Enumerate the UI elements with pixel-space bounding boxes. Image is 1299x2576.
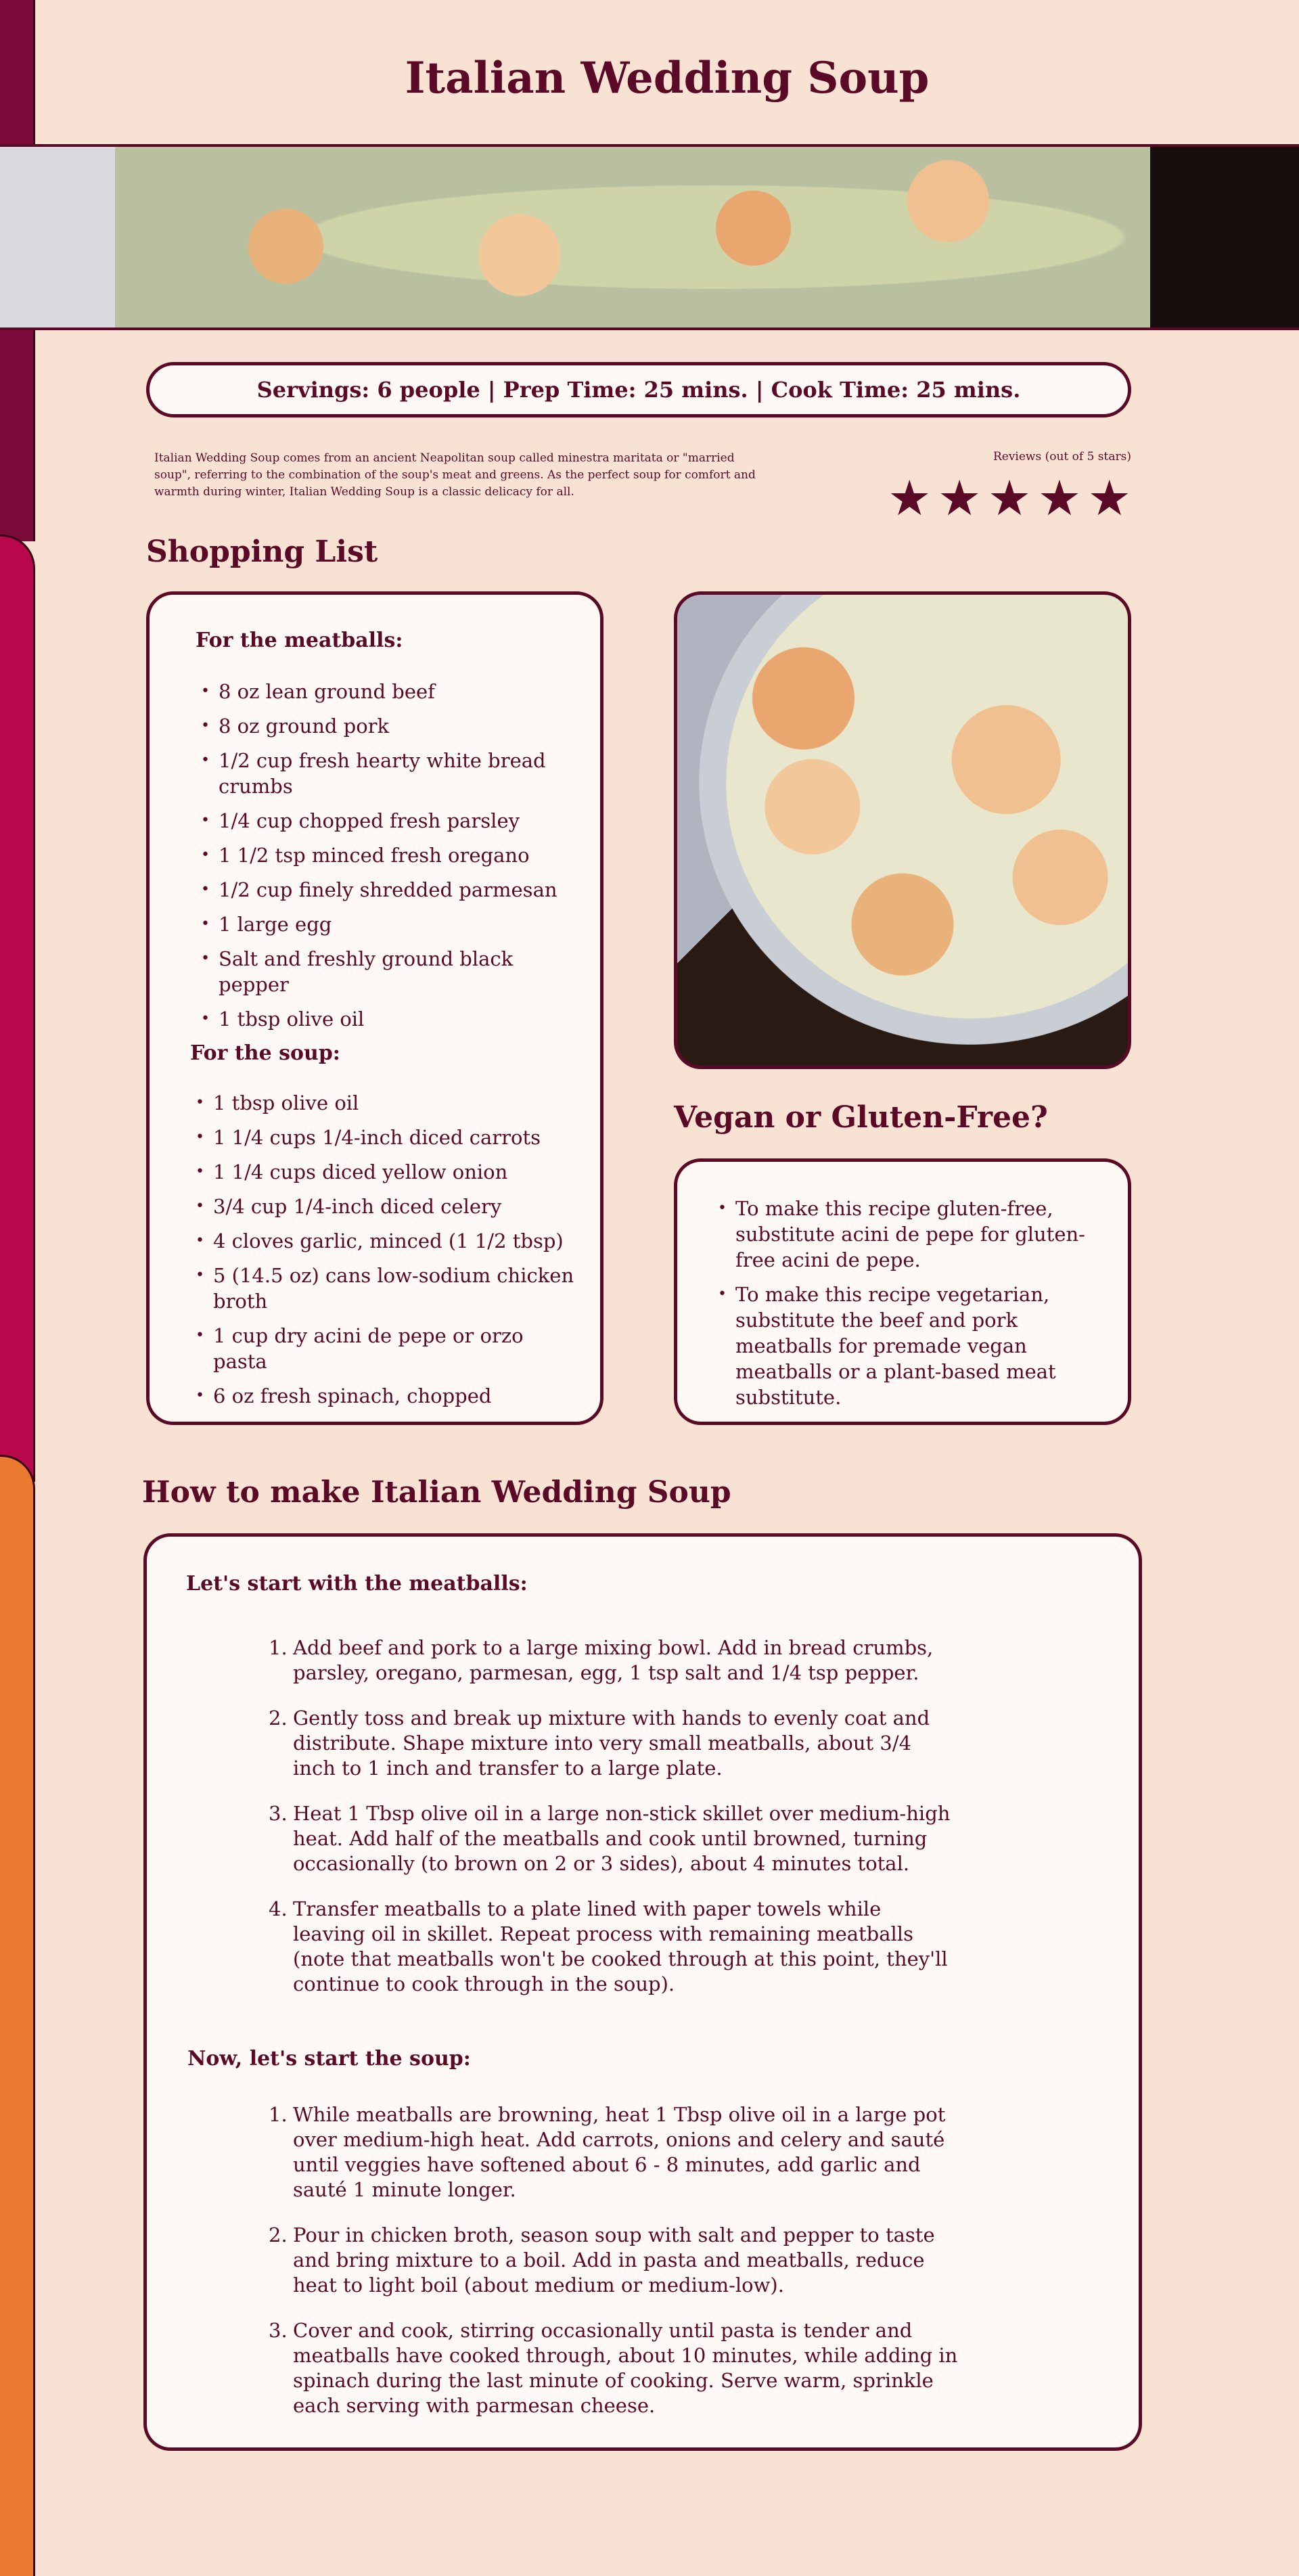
ingredient-item: • 1 1/2 tsp minced fresh oregano <box>196 842 574 868</box>
meatballs-ingredients-heading: For the meatballs: <box>196 629 403 652</box>
instruction-step <box>269 1635 959 1686</box>
ingredient-item: • 1/2 cup finely shredded parmesan <box>196 877 574 903</box>
shopping-list-card <box>146 591 603 1425</box>
step-number: 2. <box>269 2223 288 2246</box>
vegan-card <box>674 1158 1131 1425</box>
ingredient-item: • 1 1/4 cups diced yellow onion <box>190 1159 576 1185</box>
meatballs-ingredient-list <box>196 679 574 1041</box>
shopping-list-heading: Shopping List <box>146 535 378 569</box>
ingredient-item: • 1 tbsp olive oil <box>196 1006 574 1032</box>
ingredient-item: • 1 large egg <box>196 911 574 937</box>
instruction-step <box>269 2223 959 2298</box>
star-icon[interactable]: ★ <box>1037 470 1082 526</box>
vegan-heading: Vegan or Gluten-Free? <box>674 1100 1048 1135</box>
reviews-label: Reviews (out of 5 stars) <box>993 450 1131 464</box>
soup-ingredient-list <box>190 1090 576 1418</box>
ingredient-item: • 8 oz lean ground beef <box>196 679 574 704</box>
meatballs-steps-heading: Let's start with the meatballs: <box>186 1572 528 1596</box>
step-number: 3. <box>269 2319 288 2342</box>
side-stripe-middle <box>0 535 35 1482</box>
ingredient-item: • 6 oz fresh spinach, chopped <box>190 1383 576 1409</box>
vegan-tip-item: • To make this recipe vegetarian, substitute the beef and pork meatballs for premade vegan meatballs or a plant-based meat substitute. <box>712 1282 1105 1410</box>
soup-bowl-photo <box>674 591 1131 1069</box>
ingredient-item: • 1 tbsp olive oil <box>190 1090 576 1116</box>
ingredient-item: • Salt and freshly ground black pepper <box>196 946 574 997</box>
ingredient-item: • 4 cloves garlic, minced (1 1/2 tbsp) <box>190 1228 576 1254</box>
soup-banner-image <box>0 144 1299 330</box>
vegan-tips-list <box>712 1196 1105 1419</box>
step-number: 1. <box>269 2103 288 2126</box>
instruction-step <box>269 2102 959 2202</box>
star-icon[interactable]: ★ <box>888 470 932 526</box>
instruction-step <box>269 2318 959 2418</box>
ingredient-item: • 5 (14.5 oz) cans low-sodium chicken broth <box>190 1263 576 1314</box>
step-text: Add beef and pork to a large mixing bowl. Add in bread crumbs, parsley, oregano, parmesan, egg, 1 tsp salt and 1/4 tsp pepper. <box>293 1636 934 1684</box>
step-number: 2. <box>269 1707 288 1730</box>
howto-heading: How to make Italian Wedding Soup <box>142 1475 731 1510</box>
soup-steps-heading: Now, let's start the soup: <box>187 2047 471 2071</box>
side-stripe-bottom <box>0 1455 35 2576</box>
star-icon[interactable]: ★ <box>987 470 1032 526</box>
page-title: Italian Wedding Soup <box>405 53 930 104</box>
step-text: Gently toss and break up mixture with hands to evenly coat and distribute. Shape mixture into very small meatballs, about 3/4 inch to 1 inch and transfer to a large plate. <box>293 1707 930 1780</box>
ingredient-item: • 1/2 cup fresh hearty white bread crumbs <box>196 748 574 799</box>
step-number: 3. <box>269 1802 288 1825</box>
instruction-step <box>269 1706 959 1781</box>
ingredient-item: • 8 oz ground pork <box>196 713 574 739</box>
meatballs-steps-list <box>269 1635 959 2017</box>
ingredient-item: • 3/4 cup 1/4-inch diced celery <box>190 1194 576 1219</box>
instruction-step <box>269 1801 959 1876</box>
star-icon[interactable]: ★ <box>1087 470 1131 526</box>
step-text: Transfer meatballs to a plate lined with paper towels while leaving oil in skillet. Repeat process with remaining meatballs (note that meatballs won't be cooked through at this point, they'll continue to cook through in the soup). <box>293 1897 948 1995</box>
instructions-card <box>143 1533 1142 2451</box>
star-icon[interactable]: ★ <box>937 470 982 526</box>
step-number: 4. <box>269 1897 288 1920</box>
ingredient-item: • 1 cup dry acini de pepe or orzo pasta <box>190 1323 576 1374</box>
instruction-step <box>269 1897 959 1997</box>
recipe-info-bar: Servings: 6 people | Prep Time: 25 mins. | Cook Time: 25 mins. <box>146 362 1131 417</box>
step-text: Cover and cook, stirring occasionally until pasta is tender and meatballs have cooked through, about 10 minutes, while adding in spinach during the last minute of cooking. Serve warm, sprinkle each serving with parmesan cheese. <box>293 2319 958 2417</box>
step-text: While meatballs are browning, heat 1 Tbsp olive oil in a large pot over medium-high heat. Add carrots, onions and celery and sauté until veggies have softened about 6 - 8 minutes, add garlic and sauté 1 minute longer. <box>293 2103 946 2201</box>
soup-steps-list <box>269 2102 959 2439</box>
step-text: Pour in chicken broth, season soup with salt and pepper to taste and bring mixture to a boil. Add in pasta and meatballs, reduce heat to light boil (about medium or medium-low). <box>293 2223 935 2297</box>
soup-ingredients-heading: For the soup: <box>190 1041 340 1065</box>
ingredient-item: • 1/4 cup chopped fresh parsley <box>196 808 574 834</box>
ingredient-item: • 1 1/4 cups 1/4-inch diced carrots <box>190 1125 576 1150</box>
vegan-tip-item: • To make this recipe gluten-free, substitute acini de pepe for gluten-free acini de pepe. <box>712 1196 1105 1273</box>
step-text: Heat 1 Tbsp olive oil in a large non-stick skillet over medium-high heat. Add half of the meatballs and cook until browned, turning occasionally (to brown on 2 or 3 sides), about 4 minutes total. <box>293 1802 951 1875</box>
recipe-intro: Italian Wedding Soup comes from an ancient Neapolitan soup called minestra maritata or "married soup", referring to the combination of the soup's meat and greens. As the perfect soup for comfort and warmth during winter, Italian Wedding Soup is a classic delicacy for all. <box>154 451 756 499</box>
star-rating[interactable] <box>888 470 1131 526</box>
step-number: 1. <box>269 1636 288 1659</box>
